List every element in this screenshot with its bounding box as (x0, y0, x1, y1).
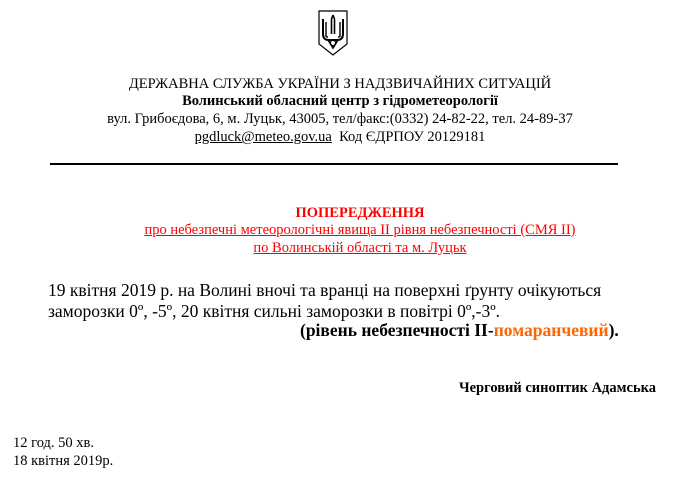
edrpou-code: Код ЄДРПОУ 20129181 (339, 129, 486, 145)
forecast-line2: заморозки 0º, -5º, 20 квітня сильні заморозки в повітрі 0º,-3º. (48, 301, 501, 321)
center-name: Волинський обласний центр з гідрометеорології (182, 93, 498, 109)
danger-level-prefix: (рівень небезпечності ІІ- (300, 320, 494, 340)
agency-name: ДЕРЖАВНА СЛУЖБА УКРАЇНИ З НАДЗВИЧАЙНИХ СИТУАЦІЙ (128, 76, 552, 92)
email-link[interactable]: pgdluck@meteo.gov.ua (194, 129, 332, 145)
issue-date: 18 квітня 2019р. (13, 453, 114, 469)
forecast-line1: 19 квітня 2019 р. на Волині вночі та вранці на поверхні ґрунту очікуються (48, 280, 602, 300)
address-line: вул. Грибоєдова, 6, м. Луцьк, 43005, тел/факс:(0332) 24-82-22, тел. 24-89-37 (107, 111, 573, 127)
warning-subtitle-line1: про небезпечні метеорологічні явища ІІ рівня небезпечності (СМЯ ІІ) (144, 222, 576, 238)
issue-time: 12 год. 50 хв. (13, 435, 95, 451)
danger-level (300, 320, 619, 341)
forecaster-signature: Черговий синоптик Адамська (458, 380, 656, 396)
trident-coat-of-arms-icon (318, 10, 348, 56)
danger-level-color: помаранчевий (493, 320, 609, 340)
danger-level-suffix: ). (608, 320, 619, 340)
warning-title: ПОПЕРЕДЖЕННЯ (295, 205, 425, 221)
warning-subtitle-line2: по Волинській області та м. Луцьк (253, 240, 467, 256)
header-divider (50, 163, 618, 165)
contact-line (60, 129, 620, 146)
